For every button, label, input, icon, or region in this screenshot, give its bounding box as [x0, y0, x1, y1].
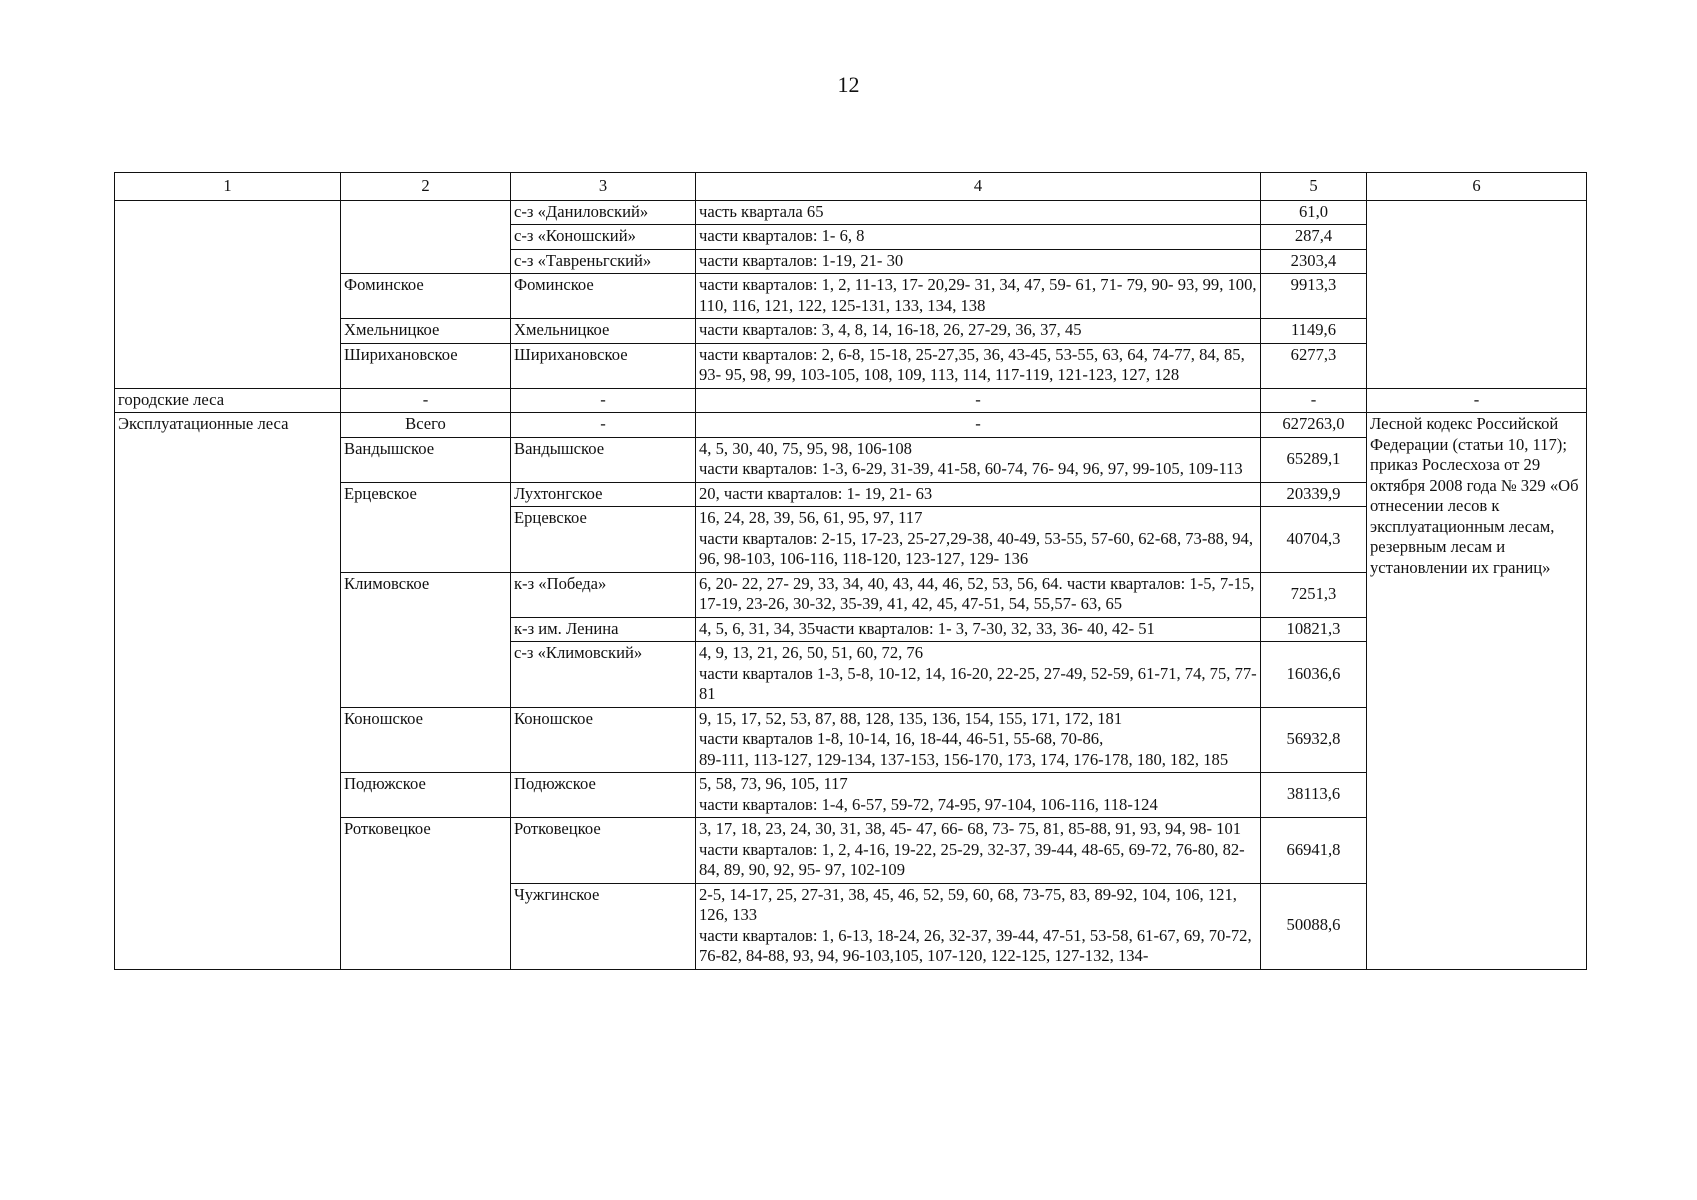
cell-quarters: 4, 5, 6, 31, 34, 35части кварталов: 1- 3, 7-30, 32, 33, 36- 40, 42- 51: [696, 617, 1261, 642]
cell-quarters: часть квартала 65: [696, 200, 1261, 225]
cell-quarters: 2-5, 14-17, 25, 27-31, 38, 45, 46, 52, 59, 60, 68, 73-75, 83, 89-92, 104, 106, 121, 126, 133 части кварталов: 1, 6-13, 18-24, 26, 32-37, 39-44, 47-51, 53-58, 61-67, 69, 70-72, 76-82, 84-88, 93, 94, 96-103,105, 107-120, 122-125, 127-132, 134-: [696, 883, 1261, 969]
cell-district: Лухтонгское: [511, 482, 696, 507]
cell-quarters: -: [696, 388, 1261, 413]
column-header: 1: [115, 173, 341, 201]
cell-quarters: 4, 9, 13, 21, 26, 50, 51, 60, 72, 76 части кварталов 1-3, 5-8, 10-12, 14, 16-20, 22-25, 27-49, 52-59, 61-71, 74, 75, 77-81: [696, 642, 1261, 708]
cell-category: [115, 200, 341, 388]
cell-quarters: 16, 24, 28, 39, 56, 61, 95, 97, 117 части кварталов: 2-15, 17-23, 25-27,29-38, 40-49, 53-55, 57-60, 62-68, 73-88, 94, 96, 98-103, 106-116, 118-120, 123-127, 129- 136: [696, 507, 1261, 573]
cell-area: 10821,3: [1261, 617, 1367, 642]
cell-forestry: Всего: [341, 413, 511, 438]
cell-quarters: 4, 5, 30, 40, 75, 95, 98, 106-108 части кварталов: 1-3, 6-29, 31-39, 41-58, 60-74, 76- 94, 96, 97, 99-105, 109-113: [696, 437, 1261, 482]
cell-quarters: 5, 58, 73, 96, 105, 117 части кварталов: 1-4, 6-57, 59-72, 74-95, 97-104, 106-116, 118-124: [696, 773, 1261, 818]
cell-forestry: Коношское: [341, 707, 511, 773]
column-header: 5: [1261, 173, 1367, 201]
cell-area: 50088,6: [1261, 883, 1367, 969]
cell-district: к-з «Победа»: [511, 572, 696, 617]
cell-legal-basis: Лесной кодекс Российской Федерации (статьи 10, 117); приказ Рослесхоза от 29 октября 2008 года № 329 «Об отнесении лесов к эксплуатационным лесам, резервным лесам и установлении их границ»: [1367, 413, 1587, 970]
cell-area: 1149,6: [1261, 319, 1367, 344]
cell-district: -: [511, 413, 696, 438]
cell-district: с-з «Коношский»: [511, 225, 696, 250]
cell-category: городские леса: [115, 388, 341, 413]
cell-area: 627263,0: [1261, 413, 1367, 438]
cell-district: с-з «Климовский»: [511, 642, 696, 708]
cell-quarters: части кварталов: 3, 4, 8, 14, 16-18, 26, 27-29, 36, 37, 45: [696, 319, 1261, 344]
cell-quarters: 6, 20- 22, 27- 29, 33, 34, 40, 43, 44, 46, 52, 53, 56, 64. части кварталов: 1-5, 7-15, 17-19, 23-26, 30-32, 35-39, 41, 42, 45, 47-51, 54, 55,57- 63, 65: [696, 572, 1261, 617]
column-header: 3: [511, 173, 696, 201]
cell-district: с-з «Тавреньгский»: [511, 249, 696, 274]
header-row: [115, 173, 1587, 201]
cell-legal-basis: -: [1367, 388, 1587, 413]
column-header: 4: [696, 173, 1261, 201]
cell-forestry: Подюжское: [341, 773, 511, 818]
cell-district: Ротковецкое: [511, 818, 696, 884]
cell-area: -: [1261, 388, 1367, 413]
cell-area: 2303,4: [1261, 249, 1367, 274]
table-row: [115, 388, 1587, 413]
cell-district: -: [511, 388, 696, 413]
cell-area: 56932,8: [1261, 707, 1367, 773]
cell-quarters: 3, 17, 18, 23, 24, 30, 31, 38, 45- 47, 66- 68, 73- 75, 81, 85-88, 91, 93, 94, 98- 101 части кварталов: 1, 2, 4-16, 19-22, 25-29, 32-37, 39-44, 48-65, 69-72, 76-80, 82-84, 89, 90, 92, 95- 97, 102-109: [696, 818, 1261, 884]
cell-area: 6277,3: [1261, 343, 1367, 388]
cell-district: Чужгинское: [511, 883, 696, 969]
cell-area: 287,4: [1261, 225, 1367, 250]
cell-quarters: 20, части кварталов: 1- 19, 21- 63: [696, 482, 1261, 507]
cell-area: 66941,8: [1261, 818, 1367, 884]
cell-quarters: части кварталов: 2, 6-8, 15-18, 25-27,35, 36, 43-45, 53-55, 63, 64, 74-77, 84, 85, 93- 95, 98, 99, 103-105, 108, 109, 113, 114, 117-119, 121-123, 127, 128: [696, 343, 1261, 388]
cell-legal-basis: [1367, 200, 1587, 388]
cell-district: Хмельницкое: [511, 319, 696, 344]
cell-quarters: 9, 15, 17, 52, 53, 87, 88, 128, 135, 136, 154, 155, 171, 172, 181 части кварталов 1-8, 10-14, 16, 18-44, 46-51, 55-68, 70-86, 89-111, 113-127, 129-134, 137-153, 156-170, 173, 174, 176-178, 180, 182, 185: [696, 707, 1261, 773]
cell-quarters: части кварталов: 1, 2, 11-13, 17- 20,29- 31, 34, 47, 59- 61, 71- 79, 90- 93, 99, 100, 110, 116, 121, 122, 125-131, 133, 134, 138: [696, 274, 1261, 319]
cell-forestry: Фоминское: [341, 274, 511, 319]
cell-area: 20339,9: [1261, 482, 1367, 507]
cell-district: Фоминское: [511, 274, 696, 319]
cell-area: 7251,3: [1261, 572, 1367, 617]
cell-forestry: Вандышское: [341, 437, 511, 482]
forest-table: [114, 172, 1587, 970]
cell-area: 38113,6: [1261, 773, 1367, 818]
cell-category: Эксплуатационные леса: [115, 413, 341, 970]
cell-forestry: Ширихановское: [341, 343, 511, 388]
cell-quarters: части кварталов: 1-19, 21- 30: [696, 249, 1261, 274]
table-row: [115, 413, 1587, 438]
cell-district: Ерцевское: [511, 507, 696, 573]
cell-forestry: [341, 200, 511, 274]
cell-area: 40704,3: [1261, 507, 1367, 573]
cell-district: Коношское: [511, 707, 696, 773]
cell-area: 16036,6: [1261, 642, 1367, 708]
column-header: 2: [341, 173, 511, 201]
cell-forestry: Хмельницкое: [341, 319, 511, 344]
cell-district: с-з «Даниловский»: [511, 200, 696, 225]
cell-forestry: -: [341, 388, 511, 413]
cell-quarters: -: [696, 413, 1261, 438]
cell-forestry: Ротковецкое: [341, 818, 511, 970]
cell-area: 9913,3: [1261, 274, 1367, 319]
cell-district: Подюжское: [511, 773, 696, 818]
cell-district: Вандышское: [511, 437, 696, 482]
page-number: 12: [837, 72, 860, 97]
table-row: [115, 200, 1587, 225]
column-header: 6: [1367, 173, 1587, 201]
cell-quarters: части кварталов: 1- 6, 8: [696, 225, 1261, 250]
cell-forestry: Ерцевское: [341, 482, 511, 572]
cell-area: 61,0: [1261, 200, 1367, 225]
cell-district: Ширихановское: [511, 343, 696, 388]
cell-district: к-з им. Ленина: [511, 617, 696, 642]
cell-area: 65289,1: [1261, 437, 1367, 482]
cell-forestry: Климовское: [341, 572, 511, 707]
